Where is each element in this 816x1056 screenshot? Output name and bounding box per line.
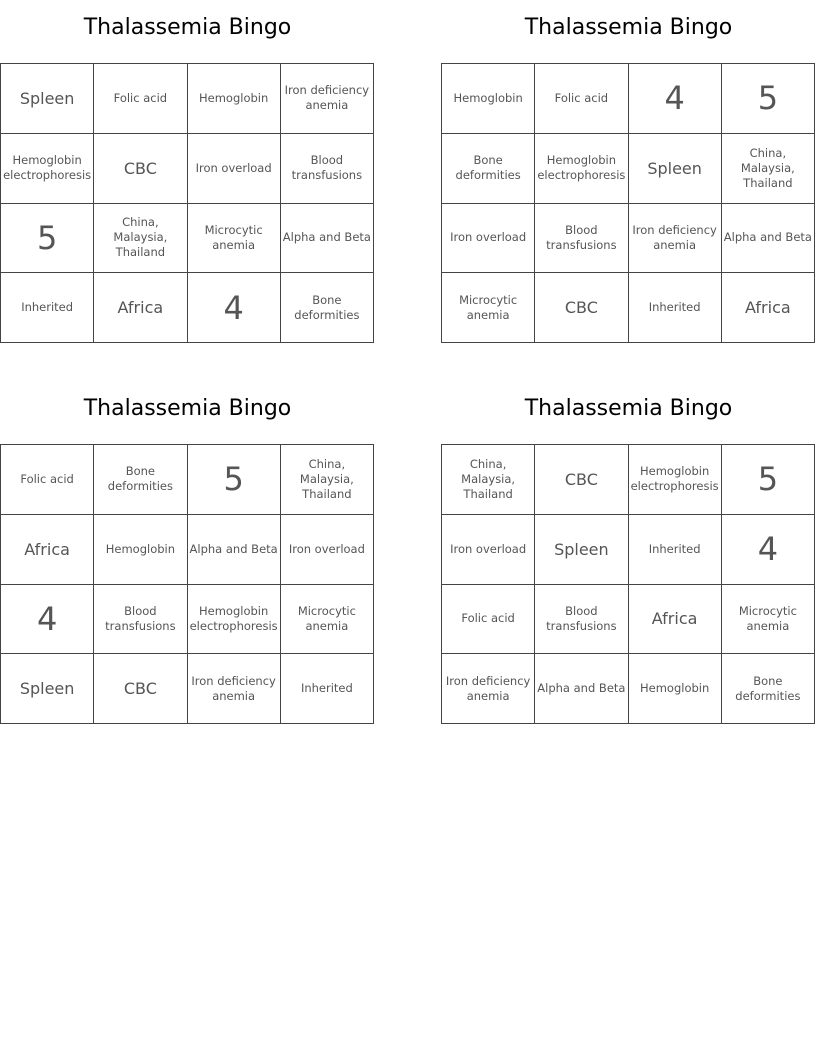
bingo-cell: 5	[722, 64, 815, 134]
bingo-cell: Blood transfusions	[535, 585, 628, 655]
bingo-cell: Africa	[94, 273, 187, 343]
bingo-card-3	[0, 389, 375, 729]
bingo-cell: Microcytic anemia	[722, 585, 815, 655]
bingo-cell: China, Malaysia, Thailand	[722, 134, 815, 204]
bingo-cell: Spleen	[1, 654, 94, 724]
bingo-cell: 4	[629, 64, 722, 134]
bingo-cell: Spleen	[535, 515, 628, 585]
bingo-cell: Microcytic anemia	[281, 585, 374, 655]
bingo-cell: Africa	[722, 273, 815, 343]
bingo-cell: 4	[188, 273, 281, 343]
bingo-grid	[441, 63, 815, 343]
bingo-cell: Iron deficiency anemia	[188, 654, 281, 724]
bingo-cell: 4	[1, 585, 94, 655]
bingo-cell: CBC	[94, 134, 187, 204]
bingo-cell: CBC	[535, 445, 628, 515]
bingo-cell: Blood transfusions	[535, 204, 628, 274]
bingo-cell: Iron overload	[281, 515, 374, 585]
bingo-cell: 5	[188, 445, 281, 515]
bingo-cell: CBC	[94, 654, 187, 724]
bingo-cell: Alpha and Beta	[722, 204, 815, 274]
bingo-cell: Bone deformities	[281, 273, 374, 343]
bingo-cell: Hemoglobin	[629, 654, 722, 724]
card-title: Thalassemia Bingo	[524, 396, 733, 421]
bingo-cell: 5	[722, 445, 815, 515]
bingo-cell: China, Malaysia, Thailand	[442, 445, 535, 515]
bingo-cell: Folic acid	[1, 445, 94, 515]
bingo-grid	[441, 444, 815, 724]
bingo-cell: Microcytic anemia	[442, 273, 535, 343]
bingo-cell: China, Malaysia, Thailand	[281, 445, 374, 515]
bingo-cell: 5	[1, 204, 94, 274]
bingo-cell: Africa	[1, 515, 94, 585]
bingo-cell: Hemoglobin electrophoresis	[1, 134, 94, 204]
bingo-cell: Hemoglobin electrophoresis	[629, 445, 722, 515]
bingo-cell: Inherited	[1, 273, 94, 343]
bingo-cell: Blood transfusions	[94, 585, 187, 655]
bingo-grid	[0, 63, 374, 343]
bingo-cell: Hemoglobin electrophoresis	[535, 134, 628, 204]
bingo-cell: China, Malaysia, Thailand	[94, 204, 187, 274]
bingo-cell: Bone deformities	[94, 445, 187, 515]
bingo-cell: Hemoglobin	[442, 64, 535, 134]
bingo-card-1	[0, 8, 375, 348]
bingo-cell: Blood transfusions	[281, 134, 374, 204]
bingo-cell: Folic acid	[94, 64, 187, 134]
bingo-cell: Spleen	[629, 134, 722, 204]
bingo-cell: Hemoglobin electrophoresis	[188, 585, 281, 655]
bingo-cell: Iron deficiency anemia	[281, 64, 374, 134]
bingo-cell: Iron deficiency anemia	[629, 204, 722, 274]
bingo-cell: Folic acid	[535, 64, 628, 134]
bingo-cell: Spleen	[1, 64, 94, 134]
bingo-cell: Bone deformities	[722, 654, 815, 724]
bingo-cell: Iron overload	[442, 515, 535, 585]
bingo-cell: Inherited	[629, 515, 722, 585]
bingo-cell: Alpha and Beta	[281, 204, 374, 274]
bingo-cell: Alpha and Beta	[535, 654, 628, 724]
bingo-cell: Iron overload	[442, 204, 535, 274]
bingo-cell: CBC	[535, 273, 628, 343]
card-title: Thalassemia Bingo	[524, 15, 733, 40]
bingo-cell: Inherited	[629, 273, 722, 343]
bingo-cell: Microcytic anemia	[188, 204, 281, 274]
bingo-cell: Africa	[629, 585, 722, 655]
bingo-cell: Hemoglobin	[188, 64, 281, 134]
bingo-card-4	[441, 389, 816, 729]
bingo-card-2	[441, 8, 816, 348]
card-title: Thalassemia Bingo	[83, 15, 292, 40]
bingo-grid	[0, 444, 374, 724]
bingo-cell: 4	[722, 515, 815, 585]
bingo-cell: Folic acid	[442, 585, 535, 655]
bingo-cell: Bone deformities	[442, 134, 535, 204]
bingo-cell: Inherited	[281, 654, 374, 724]
card-title: Thalassemia Bingo	[83, 396, 292, 421]
bingo-cell: Alpha and Beta	[188, 515, 281, 585]
bingo-cell: Iron overload	[188, 134, 281, 204]
bingo-cell: Iron deficiency anemia	[442, 654, 535, 724]
bingo-cell: Hemoglobin	[94, 515, 187, 585]
